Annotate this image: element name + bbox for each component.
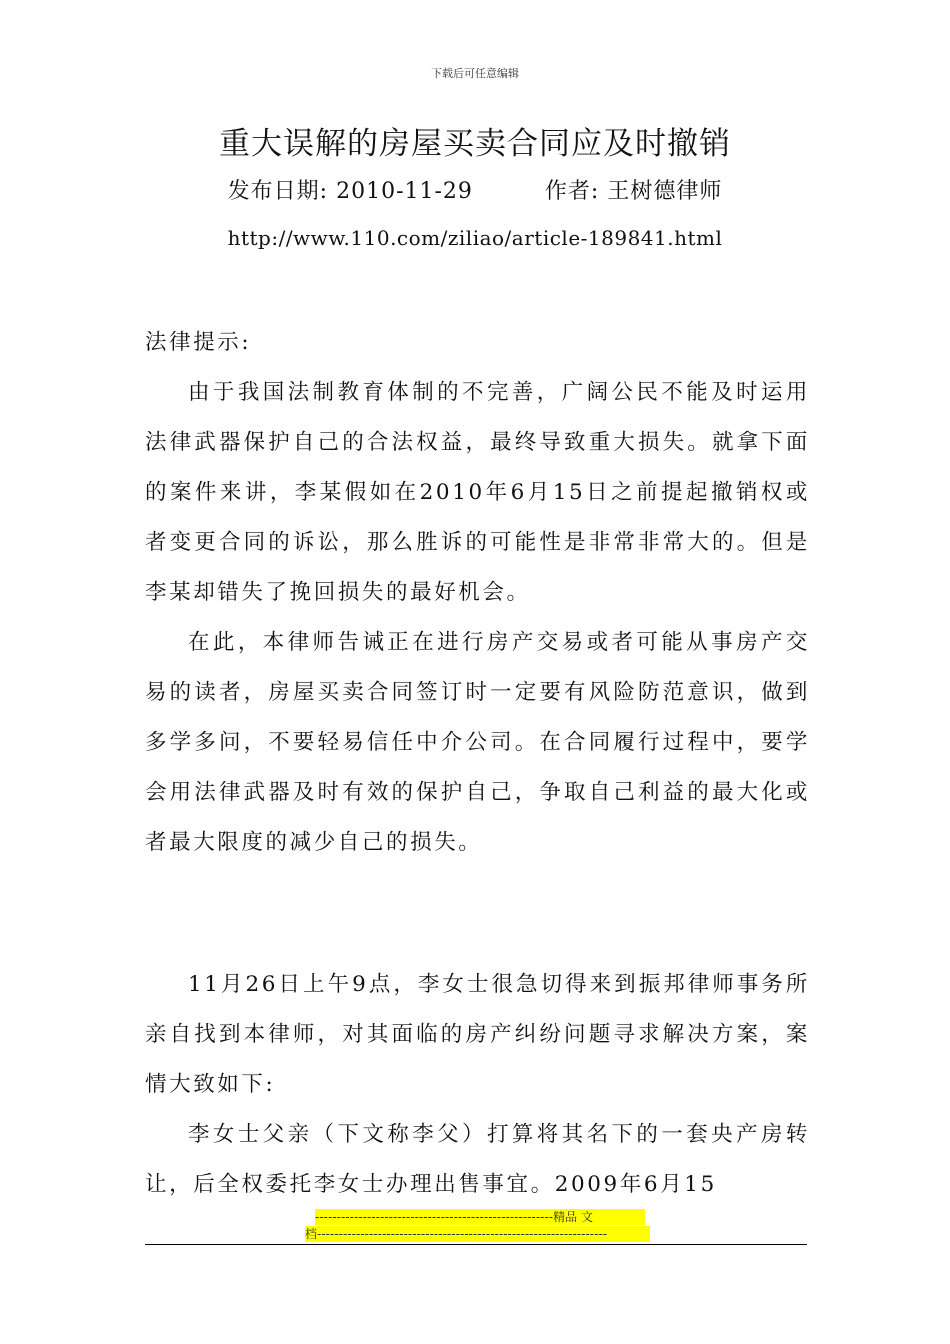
paragraph-text: 由于我国法制教育体制的不完善，广阔公民不能及时运用法律武器保护自己的合法权益，最终导致重大损失。就拿下面的案件来讲，李某假如在2010年6月15日之前提起撤销权或者变更合同的诉讼，那么胜诉的可能性是非常非常大的。但是李某却错失了挽回损失的最好机会。 — [145, 380, 810, 605]
header-note: 下载后可任意编辑 — [431, 67, 519, 80]
article-title: 重大误解的房屋买卖合同应及时撤销 — [219, 126, 731, 162]
article-meta — [0, 174, 950, 205]
footer-watermark — [305, 1209, 650, 1243]
footer-divider — [145, 1244, 807, 1245]
section-label — [145, 318, 810, 368]
section-label-text: 法律提示: — [145, 330, 252, 355]
paragraph-3 — [145, 960, 810, 1110]
paragraph-2 — [145, 618, 810, 868]
author: 作者: 王树德律师 — [544, 179, 723, 204]
paragraph-text: 在此，本律师告诫正在进行房产交易或者可能从事房产交易的读者，房屋买卖合同签订时一定要有风险防范意识，做到多学多问，不要轻易信任中介公司。在合同履行过程中，要学会用法律武器及时有效的保护自己，争取自己利益的最大化或者最大限度的减少自己的损失。 — [145, 630, 810, 855]
footer-line-1: -------------------------------------------------------精品 文 — [315, 1209, 645, 1225]
paragraph-1 — [145, 368, 810, 618]
publish-date: 发布日期: 2010-11-29 — [227, 179, 473, 204]
paragraph-text: 11月26日上午9点，李女士很急切得来到振邦律师事务所亲自找到本律师，对其面临的房产纠纷问题寻求解决方案，案情大致如下: — [145, 972, 810, 1097]
paragraph-text: 李女士父亲（下文称李父）打算将其名下的一套央产房转让，后全权委托李女士办理出售事宜。2009年6月15 — [145, 1122, 810, 1197]
paragraph-4 — [145, 1110, 810, 1210]
source-url: http://www.110.com/ziliao/article-189841.html — [227, 226, 723, 250]
footer-line-2: 档------------------------------------------------------------------- — [305, 1226, 650, 1242]
